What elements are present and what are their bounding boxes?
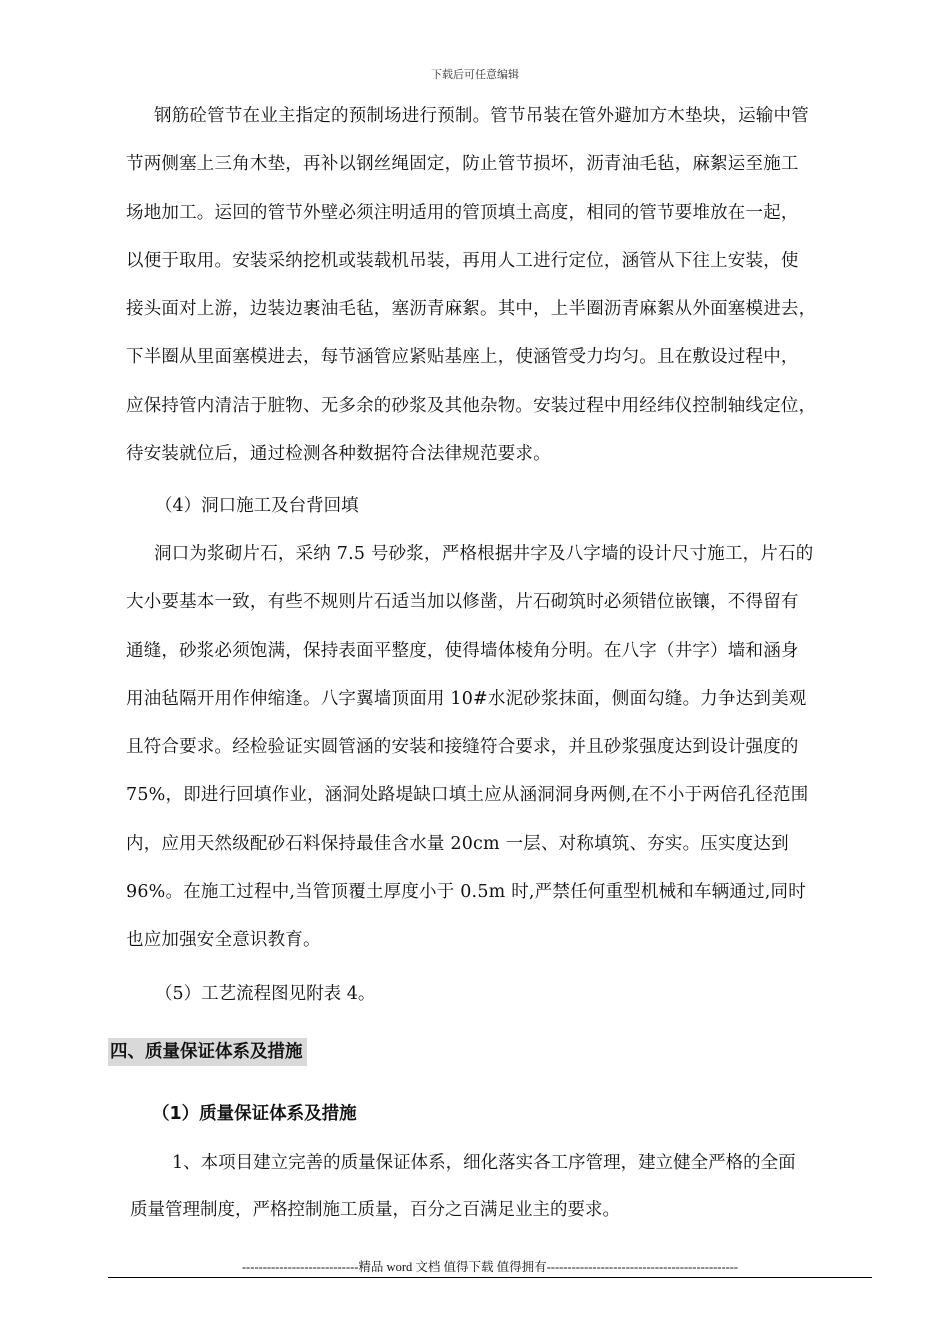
- paragraph-line: 接头面对上游，边装边裹油毛毡，塞沥青麻絮。其中，上半圈沥青麻絮从外面塞模进去，: [126, 299, 817, 320]
- paragraph-line: 内，应用天然级配砂石料保持最佳含水量 20cm 一层、对称填筑、夯实。压实度达到: [126, 833, 789, 854]
- paragraph-line: 以便于取用。安装采纳挖机或装载机吊装，再用人工进行定位，涵管从下往上安装，使: [126, 250, 799, 271]
- paragraph-line: 通缝，砂浆必须饱满，保持表面平整度，使得墙体棱角分明。在八字（井字）墙和涵身: [126, 640, 799, 661]
- paragraph-line: 待安装就位后，通过检测各种数据符合法律规范要求。: [126, 444, 551, 465]
- paragraph-line: 也应加强安全意识教育。: [126, 930, 321, 951]
- paragraph-pipe-installation: [126, 92, 886, 478]
- paragraph-quality-line-1: 1、本项目建立完善的质量保证体系，细化落实各工序管理，建立健全严格的全面: [172, 1153, 796, 1173]
- paragraph-line: 节两侧塞上三角木垫，再补以钢丝绳固定，防止管节损坏，沥青油毛毡，麻絮运至施工: [126, 154, 799, 175]
- paragraph-line: 大小要基本一致，有些不规则片石适当加以修凿，片石砌筑时必须错位嵌镶，不得留有: [126, 592, 799, 613]
- sub-1-heading: （1）质量保证体系及措施: [152, 1104, 357, 1124]
- paragraph-line: 钢筋砼管节在业主指定的预制场进行预制。管节吊装在管外避加方木垫块，运输中管: [154, 106, 809, 126]
- paragraph-line: 洞口为浆砌片石，采纳 7.5 号砂浆，严格根据井字及八字墙的设计尺寸施工，片石的: [154, 544, 814, 564]
- paragraph-quality-line-2: 质量管理制度，严格控制施工质量，百分之百满足业主的要求。: [130, 1200, 620, 1220]
- paragraph-line: 96%。在施工过程中,当管顶覆土厚度小于 0.5m 时,严禁任何重型机械和车辆通过,同时: [126, 882, 806, 903]
- item-4-heading: （4）洞口施工及台背回填: [155, 496, 359, 516]
- page-header-note: 下载后可任意编辑: [431, 68, 519, 81]
- paragraph-line: 场地加工。运回的管节外壁必须注明适用的管顶填土高度，相同的管节要堆放在一起，: [126, 202, 799, 223]
- paragraph-line: 75%，即进行回填作业，涵洞处路堤缺口填土应从涵洞洞身两侧,在不小于两倍孔径范围: [126, 785, 809, 806]
- paragraph-line: 且符合要求。经检验证实圆管涵的安装和接缝符合要求，并且砂浆强度达到设计强度的: [126, 737, 799, 758]
- paragraph-line: 用油毡隔开用作伸缩逢。八字翼墙顶面用 10#水泥砂浆抹面，侧面勾缝。力争达到美观: [126, 688, 807, 709]
- item-5-heading: （5）工艺流程图见附表 4。: [155, 984, 376, 1004]
- paragraph-portal-backfill: [126, 530, 886, 965]
- paragraph-line: 应保持管内清洁于脏物、无多余的砂浆及其他杂物。安装过程中用经纬仪控制轴线定位，: [126, 395, 817, 416]
- section-4-heading: 四、质量保证体系及措施: [108, 1038, 307, 1066]
- footer-text: ----------------------------精品 word 文档 值得下载 值得拥有----------------------------------------------: [241, 1260, 739, 1274]
- footer-rule: [108, 1277, 872, 1278]
- paragraph-line: 下半圈从里面塞模进去，每节涵管应紧贴基座上，使涵管受力均匀。且在敷设过程中，: [126, 347, 799, 368]
